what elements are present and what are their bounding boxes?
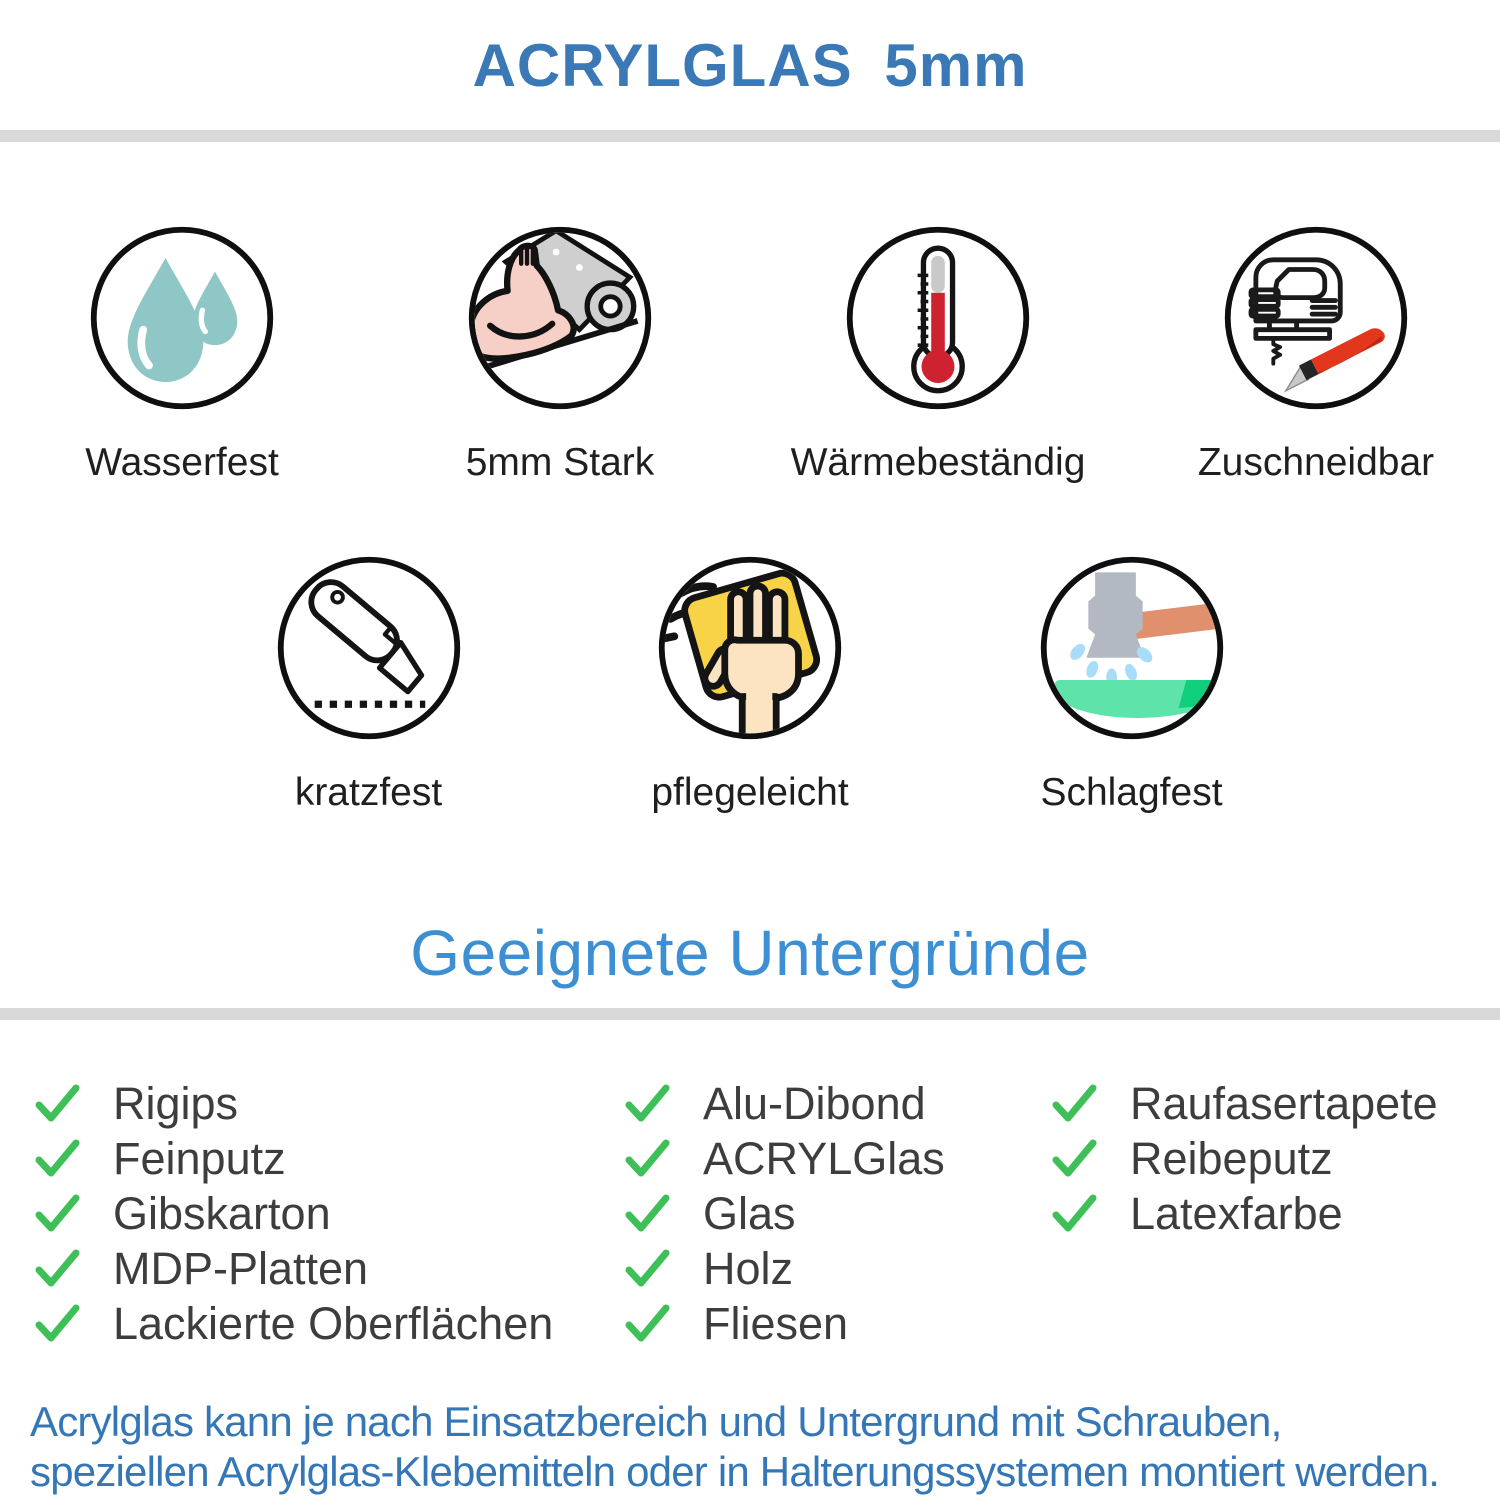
surface-label: Lackierte Oberflächen (113, 1297, 554, 1349)
checkmark-icon (33, 1191, 83, 1237)
surface-label: Gibskarton (113, 1187, 331, 1239)
flexed-arm-icon (463, 221, 657, 415)
list-item (623, 1296, 1050, 1351)
feature-label: pflegeleicht (651, 771, 849, 814)
checkmark-icon (623, 1301, 673, 1347)
surface-label: Reibeputz (1130, 1132, 1333, 1184)
checkmark-icon (33, 1136, 83, 1182)
surfaces-checklist (0, 1076, 1500, 1351)
list-item (623, 1241, 1050, 1296)
surfaces-column-1 (33, 1076, 623, 1351)
divider-bar-bottom (0, 1008, 1500, 1020)
feature-5mm-stark (454, 221, 666, 485)
mounting-note (0, 1397, 1500, 1497)
feature-label: Wärmebeständig (790, 441, 1086, 484)
feature-zuschneidbar (1197, 221, 1435, 485)
surface-label: Alu-Dibond (703, 1077, 926, 1129)
feature-label: Schlagfest (1040, 771, 1223, 814)
surfaces-column-3 (1050, 1076, 1500, 1351)
list-item (33, 1186, 623, 1241)
cutter-knife-icon (272, 551, 466, 745)
feature-row-1 (0, 221, 1500, 485)
surface-label: Fliesen (703, 1297, 849, 1349)
feature-label: Wasserfest (85, 441, 279, 484)
checkmark-icon (1050, 1191, 1100, 1237)
list-item (623, 1186, 1050, 1241)
water-drops-icon (85, 221, 279, 415)
hammer-icon (1035, 551, 1229, 745)
checkmark-icon (33, 1081, 83, 1127)
checkmark-icon (1050, 1136, 1100, 1182)
feature-label: kratzfest (294, 771, 443, 814)
feature-row-2 (263, 551, 1238, 815)
checkmark-icon (623, 1136, 673, 1182)
list-item (33, 1296, 623, 1351)
checkmark-icon (33, 1301, 83, 1347)
checkmark-icon (1050, 1081, 1100, 1127)
checkmark-icon (623, 1246, 673, 1292)
list-item (1050, 1076, 1500, 1131)
feature-kratzfest (263, 551, 475, 815)
list-item (33, 1076, 623, 1131)
list-item (33, 1241, 623, 1296)
feature-waermebestaendig (790, 221, 1086, 485)
feature-label: 5mm Stark (465, 441, 655, 484)
checkmark-icon (623, 1081, 673, 1127)
list-item (1050, 1131, 1500, 1186)
checkmark-icon (623, 1191, 673, 1237)
surface-label: Glas (703, 1187, 796, 1239)
feature-schlagfest (1026, 551, 1238, 815)
surface-label: MDP-Platten (113, 1242, 369, 1294)
list-item (623, 1076, 1050, 1131)
feature-pflegeleicht (644, 551, 856, 815)
thermometer-icon (841, 221, 1035, 415)
wiping-hand-icon (653, 551, 847, 745)
divider-bar-top (0, 130, 1500, 142)
mounting-note-line1: Acrylglas kann je nach Einsatzbereich und Untergrund mit Schrauben, (30, 1398, 1282, 1445)
checkmark-icon (33, 1246, 83, 1292)
list-item (1050, 1186, 1500, 1241)
feature-label: Zuschneidbar (1197, 441, 1435, 484)
surface-label: Raufasertapete (1130, 1077, 1438, 1129)
jigsaw-icon (1219, 221, 1413, 415)
surface-label: Feinputz (113, 1132, 286, 1184)
feature-wasserfest (76, 221, 288, 485)
surface-label: Holz (703, 1242, 794, 1294)
surfaces-column-2 (623, 1076, 1050, 1351)
list-item (33, 1131, 623, 1186)
surfaces-heading: Geeignete Untergründe (410, 917, 1090, 989)
surface-label: Rigips (113, 1077, 239, 1129)
surface-label: ACRYLGlas (703, 1132, 945, 1184)
surface-label: Latexfarbe (1130, 1187, 1343, 1239)
mounting-note-line2: speziellen Acrylglas-Klebemitteln oder in Halterungssystemen montiert werden. (30, 1448, 1440, 1495)
list-item (623, 1131, 1050, 1186)
page-title: ACRYLGLAS 5mm (472, 32, 1028, 99)
